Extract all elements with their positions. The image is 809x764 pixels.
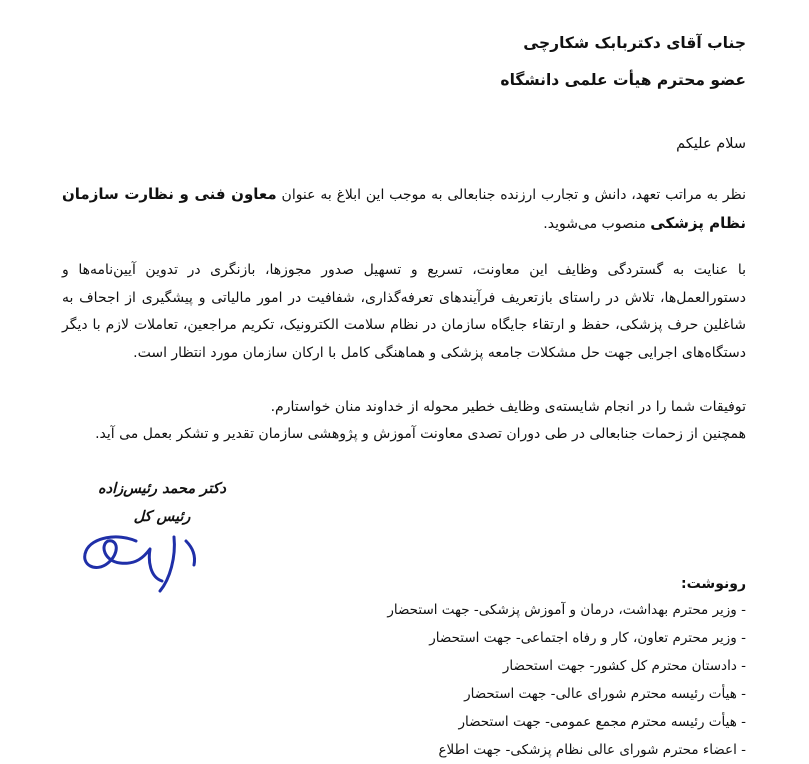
cc-item: - وزیر محترم بهداشت، درمان و آموزش پزشکی- جهت استحضار [387, 602, 746, 618]
cc-item: - هیأت رئیسه محترم شورای عالی- جهت استحضار [464, 686, 746, 702]
appointment-position: معاون فنی و نظارت سازمان نظام پزشکی [62, 185, 746, 232]
recipient-title: عضو محترم هیأت علمی دانشگاه [500, 71, 746, 89]
cc-title: رونوشت: [681, 576, 746, 592]
cc-item: - وزیر محترم تعاون، کار و رفاه اجتماعی- جهت استحضار [429, 630, 746, 646]
recipient-name: جناب آقای دکتربابک شکارچی [523, 34, 746, 52]
cc-item: - هیأت رئیسه محترم مجمع عمومی- جهت استحضار [458, 714, 746, 730]
handwritten-signature [78, 527, 208, 599]
appointment-paragraph [62, 181, 746, 238]
cc-list [387, 596, 746, 764]
signatory-title: رئیس کل [133, 509, 191, 525]
greeting: سلام علیکم [676, 136, 746, 152]
appointment-intro: نظر به مراتب تعهد، دانش و تجارب ارزنده جنابعالی به موجب این ابلاغ به عنوان [276, 187, 747, 203]
appointment-outro: منصوب می‌شوید. [543, 215, 651, 232]
duties-paragraph: با عنایت به گستردگی وظایف این معاونت، تسریع و تسهیل صدور مجوزها، بازنگری در تدوین آیین‌نامه‌ها و دستورالعمل‌ها، تلاش در راستای بازتعریف فرآیندهای تعرفه‌گذاری، شفافیت در امور مالیاتی و پیشگیری از اجحاف به شاغلین حرف پزشکی، حفظ و ارتقاء جایگاه سازمان در نظام سلامت الکترونیک، تکریم مراجعین، تعاملات لازم با دیگر دستگاه‌های اجرایی جهت حل مشکلات جامعه پزشکی و هماهنگی کامل با ارکان سازمان مورد انتظار است. [62, 262, 746, 361]
signatory-name: دکتر محمد رئیس‌زاده [98, 481, 226, 497]
cc-item: - دادستان محترم کل کشور- جهت استحضار [502, 658, 746, 674]
cc-item: - اعضاء محترم شورای عالی نظام پزشکی- جهت اطلاع [438, 742, 746, 758]
thanks-paragraph: همچنین از زحمات جنابعالی در طی دوران تصدی معاونت آموزش و پژوهشی سازمان تقدیر و تشکر بعمل می آید. [95, 426, 746, 442]
wishes-paragraph: توفیقات شما را در انجام شایسته‌ی وظایف خطیر محوله از خداوند منان خواستارم. [270, 399, 746, 415]
